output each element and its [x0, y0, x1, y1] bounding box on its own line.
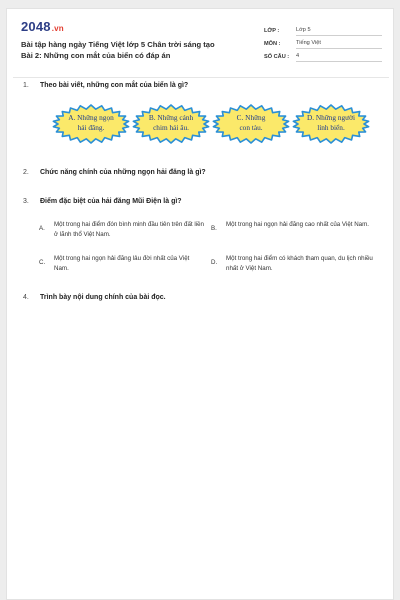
document-title: Bài tập hàng ngày Tiếng Việt lớp 5 Chân trời sáng tạo Bài 2: Những con mắt của biển có đáp án — [21, 40, 215, 60]
badge-line: A. Những ngọn — [68, 113, 114, 122]
badge-line: con tàu. — [239, 123, 263, 132]
badge-line: C. Những — [236, 113, 266, 122]
option-text: Một trong hai ngọn hải đăng cao nhất của Việt Nam. — [226, 221, 369, 228]
question-number: 1. — [23, 82, 29, 89]
meta-value: Lớp 5 — [296, 27, 382, 36]
badge-line: chim hải âu. — [153, 123, 189, 132]
question-number: 3. — [23, 198, 29, 205]
option-text: Một trong hai ngọn hải đăng lâu đời nhất của Việt Nam. — [54, 255, 190, 272]
badge-line: B. Những cánh — [148, 113, 194, 122]
question-text: Trình bày nội dung chính của bài đọc. — [40, 294, 166, 301]
meta-info — [264, 23, 382, 62]
question-number: 4. — [23, 294, 29, 301]
meta-label: SỐ CÂU : — [264, 54, 290, 60]
meta-label: LỚP : — [264, 28, 280, 34]
answer-badges — [51, 104, 371, 148]
question-text: Điểm đặc biệt của hải đăng Mũi Điện là gì? — [40, 198, 182, 205]
worksheet-page — [6, 8, 394, 600]
logo-text: 2048 — [21, 19, 51, 34]
badge-line: D. Những người — [306, 113, 356, 122]
question-text: Chức năng chính của những ngọn hải đăng là gì? — [40, 169, 206, 176]
option-text: Một trong hai điểm đón bình minh đầu tiên trên đất liền ở lãnh thổ Việt Nam. — [54, 221, 204, 238]
badge-line: hải đăng. — [77, 123, 105, 132]
logo-suffix: .vn — [51, 24, 64, 33]
option-letter: A. — [39, 225, 45, 232]
worksheet-header — [21, 19, 383, 69]
answer-badge-b[interactable] — [131, 104, 211, 144]
meta-label: MÔN : — [264, 41, 281, 47]
meta-value: Tiếng Việt — [296, 40, 382, 49]
meta-row-class — [264, 23, 382, 36]
meta-row-subject — [264, 36, 382, 49]
header-divider — [13, 77, 389, 78]
meta-row-count — [264, 49, 382, 62]
meta-value: 4 — [296, 53, 382, 62]
answer-badge-c[interactable] — [211, 104, 291, 144]
option-letter: D. — [211, 259, 218, 266]
question-number: 2. — [23, 169, 29, 176]
answer-badge-a[interactable] — [51, 104, 131, 144]
answer-badge-d[interactable] — [291, 104, 371, 144]
option-letter: C. — [39, 259, 46, 266]
option-text: Một trong hai điểm có khách tham quan, du lịch nhiều nhất ở Việt Nam. — [226, 255, 373, 272]
site-logo[interactable] — [21, 19, 64, 34]
badge-line: lính biển. — [317, 123, 345, 132]
option-letter: B. — [211, 225, 217, 232]
question-text: Theo bài viết, những con mắt của biển là gì? — [40, 82, 189, 89]
